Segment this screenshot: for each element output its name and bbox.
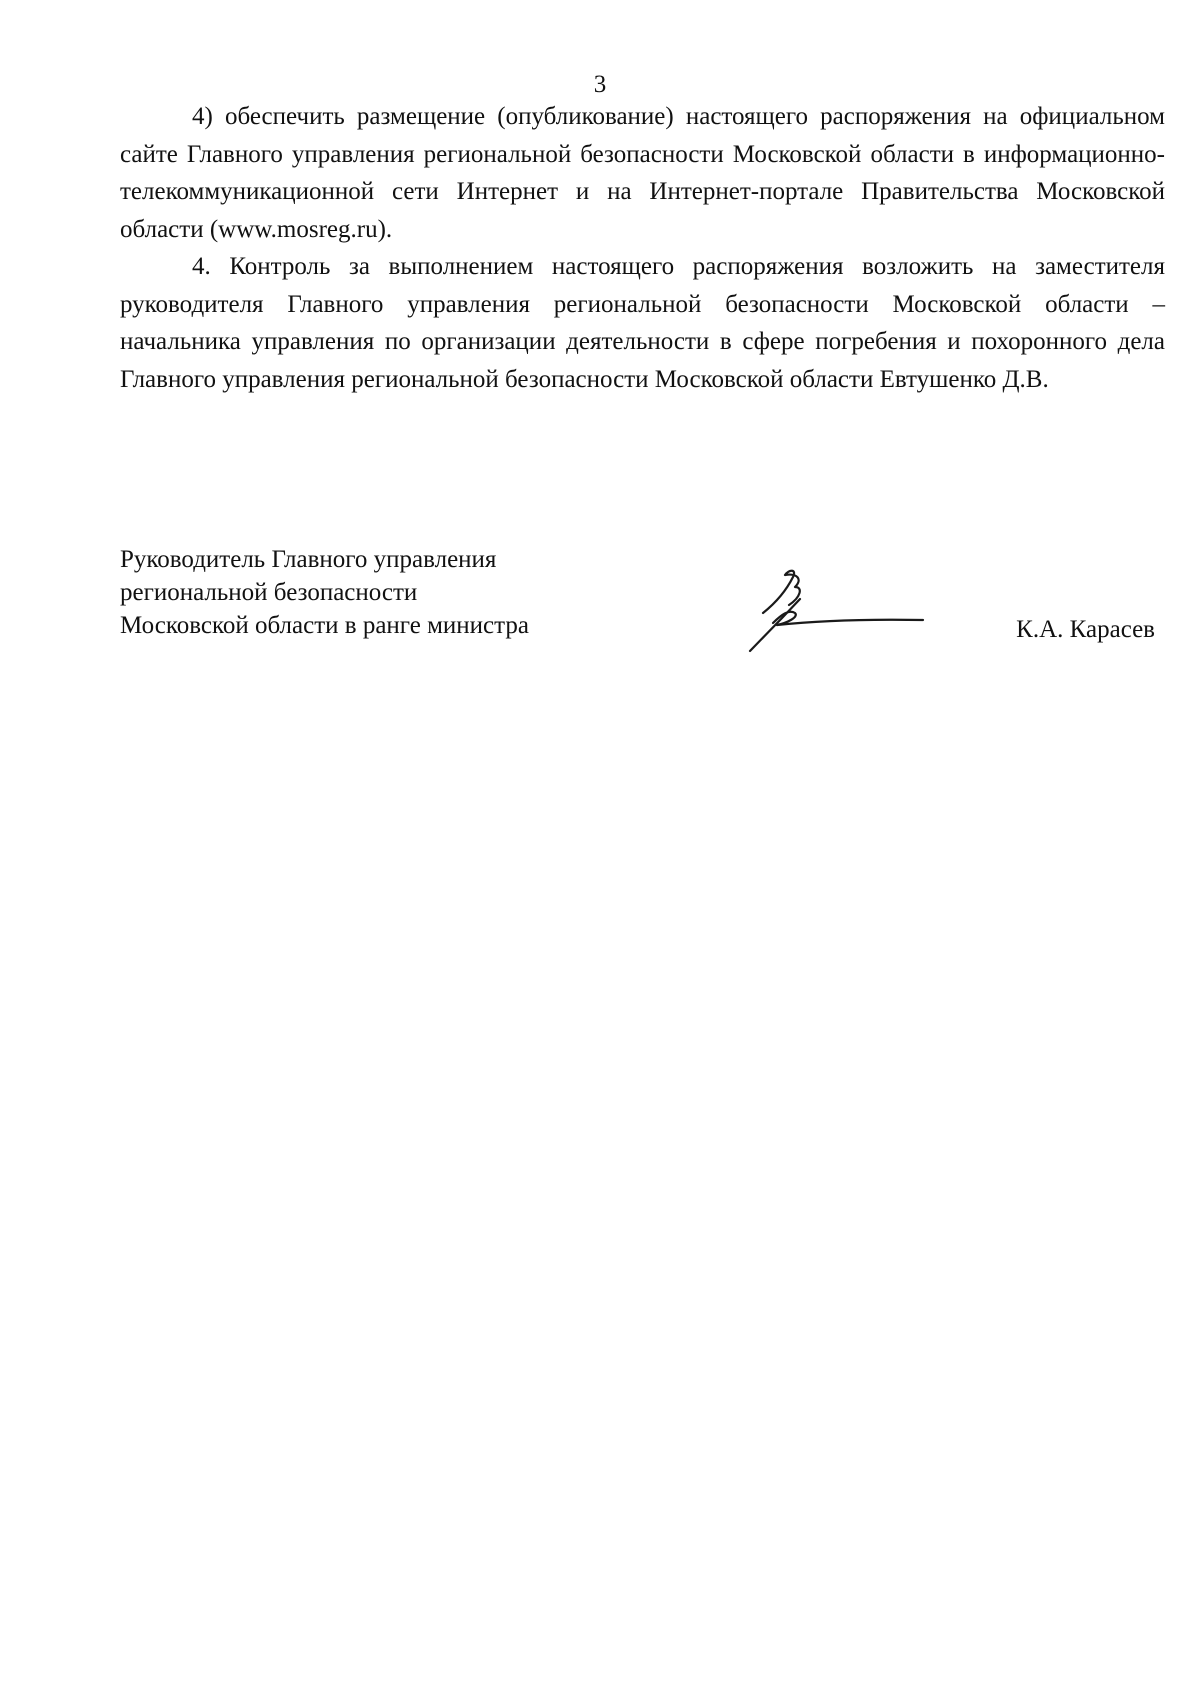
position-line: Московской области в ранге министра xyxy=(120,612,529,639)
position-line: региональной безопасности xyxy=(120,579,418,606)
paragraph-publication-item: 4) обеспечить размещение (опубликование) настоящего распоряжения на официальном сайте Главного управления региональной безопасности Московской области в информационно-телекоммуникационной сети Интернет и на Интернет-портале Правительства Московской области (www.mosreg.ru). xyxy=(120,103,1165,243)
signatory-position xyxy=(120,543,529,642)
paragraph-control-item: 4. Контроль за выполнением настоящего распоряжения возложить на заместителя руководителя Главного управления региональной безопасности Московской области – начальника управления по организации деятельности в сфере погребения и похоронного дела Главного управления региональной безопасности Московской области Евтушенко Д.В. xyxy=(120,253,1165,393)
document-body xyxy=(120,98,1165,398)
signer-name: К.А. Карасев xyxy=(1016,616,1155,643)
position-line: Руководитель Главного управления xyxy=(120,546,497,573)
page-number: 3 xyxy=(593,71,607,98)
handwritten-signature xyxy=(745,565,925,655)
